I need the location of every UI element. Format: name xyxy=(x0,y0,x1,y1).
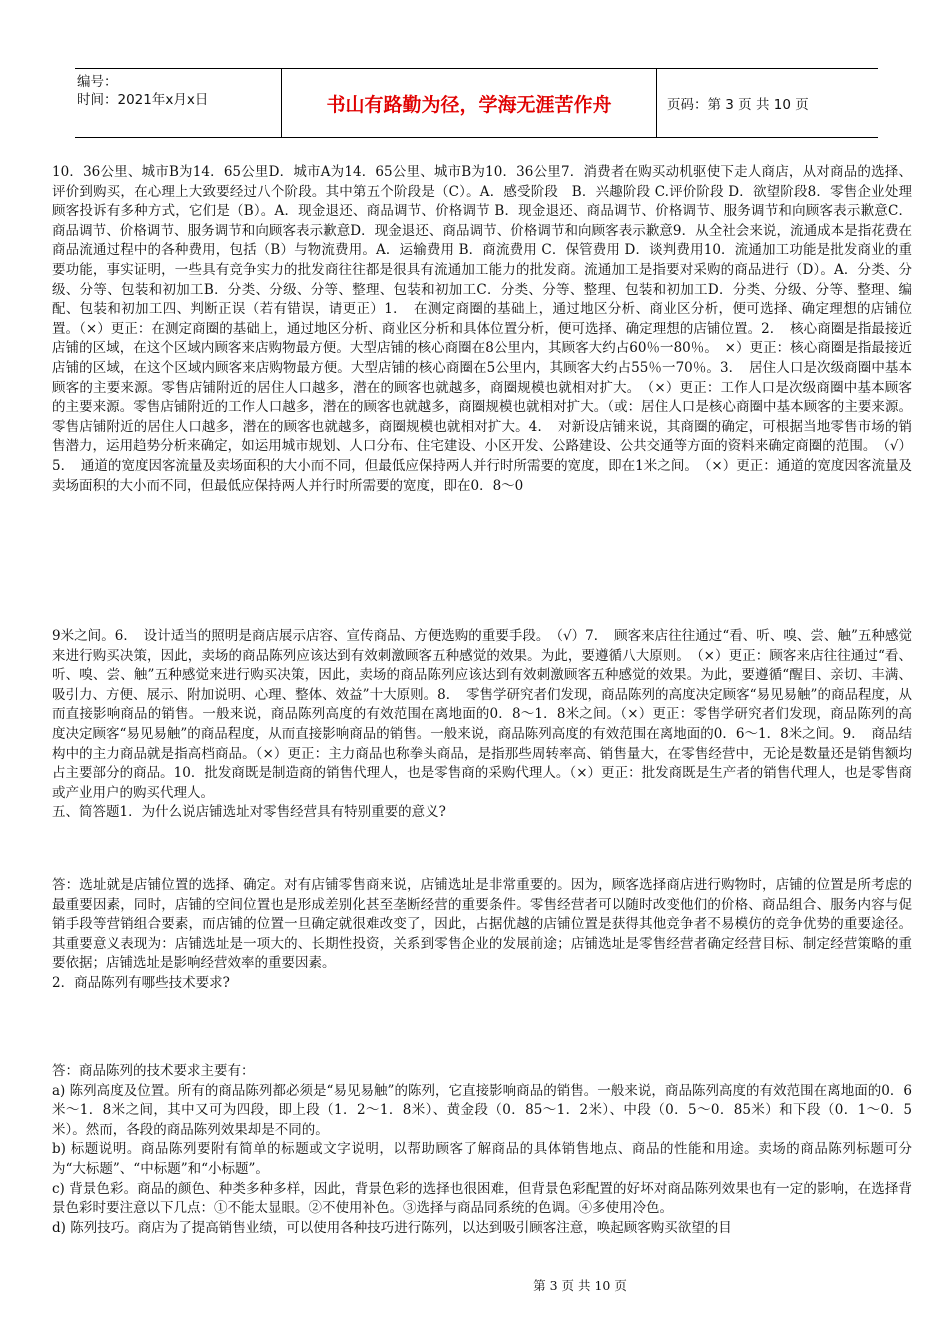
header-meta xyxy=(75,69,282,137)
doc-time: 时间：2021年x月x日 xyxy=(77,92,209,108)
text-block-1: 10．36公里、城市B为14．65公里D．城市A为14．65公里、城市B为10．36公里7．消费者在购买动机驱使下走人商店，从对商品的选择、评价到购买，在心理上大致要经过八个阶段。其中第五个阶段是（C）。A．感受阶段 B．兴趣阶段 C.评价阶段 D．欲望阶段8．零售企业处理顾客投诉有多种方式，它们是（B）。A．现金退还、商品调节、价格调节 B．现金退还、商品调节、价格调节、服务调节和向顾客表示歉意C．商品调节、价格调节、服务调节和向顾客表示歉意D．现金退还、商品调节、价格调节和向顾客表示歉意9．从全社会来说，流通成本是指花费在商品流通过程中的各种费用，包括（B）与物流费用。A．运输费用 B．商流费用 C．保管费用 D．谈判费用10．流通加工功能是批发商业的重要功能，事实证明，一些具有竞争实力的批发商往往都是很具有流通加工能力的批发商。流通加工是指要对采购的商品进行（D）。A．分类、分级、分等、包装和初加工B．分类、分级、分等、整理、包装和初加工C．分类、分等、整理、包装和初加工D．分类、分级、分等、整理、编配、包装和初加工四、判断正误（若有错误，请更正）1． 在测定商圈的基础上，通过地区分析、商业区分析，便可选择、确定理想的店铺位置。（×）更正：在测定商圈的基础上，通过地区分析、商业区分析和具体位置分析，便可选择、确定理想的店铺位置。2． 核心商圈是指最接近店铺的区域，在这个区域内顾客来店购物最方便。大型店铺的核心商圈在8公里内，其顾客大约占60％一80％。 ×）更正：核心商圈是指最接近店铺的区域，在这个区域内顾客来店购物最方便。大型店铺的核心商圈在5公里内，其顾客大约占55％一70％。3． 居住人口是次级商圈中基本顾客的主要来源。零售店铺附近的居住人口越多，潜在的顾客也就越多，商圈规模也就相对扩大。 （×）更正：工作人口是次级商圈中基本顾客的主要来源。零售店铺附近的工作人口越多，潜在的顾客也就越多，商圈规模也就相对扩大。（或：居住人口是核心商圈中基本顾客的主要来源。零售店铺附近的居住人口越多，潜在的顾客也就越多，商圈规模也就相对扩大。4． 对新设店铺来说，其商圈的确定，可根据当地零售市场的销售潜力，运用趋势分析来确定，如运用城市规划、人口分布、住宅建设、小区开发、公路建设、公共交通等方面的资料来确定商圈的范围。 （√）5． 通道的宽度因客流量及卖场面积的大小而不同，但最低应保持两人并行时所需要的宽度，即在1米之间。 （×）更正：通道的宽度因客流量及卖场面积的大小而不同，但最低应保持两人并行时所需要的宽度，即在0．8～0 xyxy=(52,164,912,494)
text-block-2: 9米之间。6． 设计适当的照明是商店展示店容、宣传商品、方便选购的重要手段。 （√）7． 顾客来店往往通过“看、听、嗅、尝、触”五种感觉来进行购买决策，因此，卖场的商品陈列应该达到有效刺激顾客五种感觉的效果。为此，要遵循八大原则。 （×）更正：顾客来店往往通过“看、听、嗅、尝、触”五种感觉来进行购买决策，因此，卖场的商品陈列应该达到有效刺激顾客五种感觉的效果。为此，要遵循“醒目、亲切、丰满、吸引力、方便、展示、附加说明、心理、整体、效益”十大原则。8． 零售学研究者们发现，商品陈列的高度决定顾客“易见易触”的商品程度，从而直接影响商品的销售。一般来说，商品陈列高度的有效范围在离地面的0．8～1．8米之间。（×）更正：零售学研究者们发现，商品陈列的高度决定顾客“易见易触”的商品程度，从而直接影响商品的销售。一般来说，商品陈列高度的有效范围在离地面的0．6～1．8米之间。9． 商品结构中的主力商品就是指高档商品。（×）更正：主力商品也称拳头商品，是指那些周转率高、销售量大，在零售经营中，无论是数量还是销售额均占主要部分的商品。10．批发商既是制造商的销售代理人，也是零售商的采购代理人。（×）更正：批发商既是生产者的销售代理人，也是零售商或产业用户的购买代理人。 五、简答题1．为什么说店铺选址对零售经营具有特别重要的意义? xyxy=(52,628,912,821)
header-motto: 书山有路勤为径，学海无涯苦作舟 xyxy=(282,69,657,137)
text-block-3: 答：选址就是店铺位置的选择、确定。对有店铺零售商来说，店铺选址是非常重要的。因为，顾客选择商店进行购物时，店铺的位置是所考虑的最重要因素，同时，店铺的空间位置也是形成差别化甚至垄断经营的重要条件。零售经营者可以随时改变他们的价格、商品组合、服务内容与促销手段等营销组合要素，而店铺的位置一旦确定就很难改变了，因此，占据优越的店铺位置是获得其他竞争者不易模仿的竞争优势的重要途径。其重要意义表现为：店铺选址是一项大的、长期性投资，关系到零售企业的发展前途；店铺选址是零售经营者确定经营目标、制定经营策略的重要依据；店铺选址是影响经营效率的重要因素。 2．商品陈列有哪些技术要求? xyxy=(52,877,912,991)
doc-number: 编号： xyxy=(77,74,118,90)
footer-page-number: 第 3 页 共 10 页 xyxy=(533,1278,627,1293)
page-footer xyxy=(0,1276,950,1294)
header-page-info: 页码：第 3 页 共 10 页 xyxy=(667,97,809,113)
text-block-4: 答：商品陈列的技术要求主要有： a) 陈列高度及位置。所有的商品陈列都必须是“易见易触”的陈列，它直接影响商品的销售。一般来说，商品陈列高度的有效范围在离地面的0．6米～1．8米之间，其中又可为四段，即上段（1．2～1．8米）、黄金段（0．85～1．2米）、中段（0．5～0．85米）和下段（0．1～0．5米）。然而，各段的商品陈列效果却是不同的。 b) 标题说明。商品陈列要附有简单的标题或文字说明，以帮助顾客了解商品的具体销售地点、商品的性能和用途。卖场的商品陈列标题可分为“大标题”、“中标题”和“小标题”。 c) 背景色彩。商品的颜色、种类多种多样，因此，背景色彩的选择也很困难，但背景色彩配置的好坏对商品陈列效果也有一定的影响，在选择背景色彩时要注意以下几点：①不能太显眼。②不使用补色。③选择与商品同系统的色调。④多使用冷色。 d) 陈列技巧。商店为了提高销售业绩，可以使用各种技巧进行陈列，以达到吸引顾客注意，唤起顾客购买欲望的目 xyxy=(52,1063,912,1236)
page-header xyxy=(75,68,878,138)
